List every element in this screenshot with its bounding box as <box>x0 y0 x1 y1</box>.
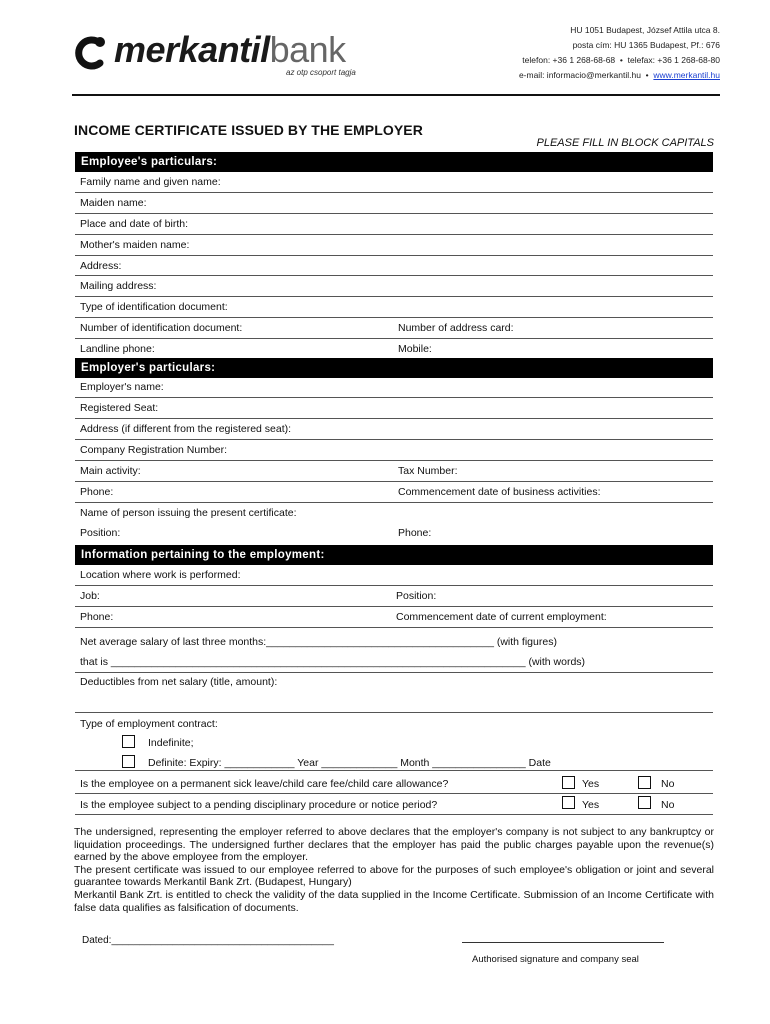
logo-wordmark <box>114 30 346 70</box>
net-salary-label: Net average salary of last three months:_______________________________________ (with figures) <box>80 636 557 648</box>
net-salary-field[interactable] <box>75 628 713 653</box>
deductibles-label: Deductibles from net salary (title, amount): <box>80 676 278 688</box>
id-type-label: Type of identification document: <box>80 301 228 313</box>
disciplinary-no-checkbox[interactable] <box>638 796 651 809</box>
job-position-row[interactable] <box>75 586 713 607</box>
disciplinary-question: Is the employee subject to a pending disciplinary procedure or notice period? <box>80 799 438 811</box>
employer-section <box>75 358 713 544</box>
disciplinary-yes-label: Yes <box>582 799 600 811</box>
birth-label: Place and date of birth: <box>80 218 188 230</box>
employee-section-heading: Employee's particulars: <box>75 152 713 172</box>
mother-maiden-name-label: Mother's maiden name: <box>80 239 190 251</box>
registered-seat-label: Registered Seat: <box>80 402 159 414</box>
landline-label: Landline phone: <box>80 343 155 355</box>
address-card-label: Number of address card: <box>398 322 514 334</box>
block-capitals-instruction: PLEASE FILL IN BLOCK CAPITALS <box>536 137 714 149</box>
disciplinary-divider <box>75 814 713 815</box>
employer-address-field[interactable] <box>75 419 713 440</box>
registered-seat-field[interactable] <box>75 398 713 419</box>
sick-leave-yes-label: Yes <box>582 778 600 790</box>
sick-leave-yes-checkbox[interactable] <box>562 776 575 789</box>
issuer-phone-label: Phone: <box>398 527 432 539</box>
employer-name-field[interactable] <box>75 378 713 398</box>
indefinite-label: Indefinite; <box>148 737 194 749</box>
contact-email: e-mail: informacio@merkantil.hu <box>518 70 641 80</box>
sick-leave-no-checkbox[interactable] <box>638 776 651 789</box>
contact-address: HU 1051 Budapest, József Attila utca 8. <box>570 25 720 35</box>
company-registration-label: Company Registration Number: <box>80 444 228 456</box>
logo-wordmark-light: bank <box>269 29 346 70</box>
sick-leave-divider <box>75 793 713 794</box>
dated-field[interactable]: Dated:________________________________________ <box>82 935 334 946</box>
family-name-label: Family name and given name: <box>80 176 221 188</box>
header-divider <box>72 94 720 96</box>
employer-phone-label: Phone: <box>80 486 114 498</box>
work-location-field[interactable] <box>75 565 713 586</box>
website-link[interactable]: www.merkantil.hu <box>653 70 720 80</box>
id-number-row[interactable] <box>75 318 713 339</box>
job-position-label: Position: <box>396 590 437 602</box>
employment-phone-label: Phone: <box>80 611 114 623</box>
salary-words-field[interactable] <box>75 653 713 673</box>
logo-tagline: az otp csoport tagja <box>286 68 356 77</box>
employment-commencement-label: Commencement date of current employment: <box>396 611 607 623</box>
address-label: Address: <box>80 260 122 272</box>
birth-field[interactable] <box>75 214 713 235</box>
work-location-label: Location where work is performed: <box>80 569 241 581</box>
issuer-name-label: Name of person issuing the present certificate: <box>80 507 297 519</box>
mobile-label: Mobile: <box>398 343 432 355</box>
form-title: INCOME CERTIFICATE ISSUED BY THE EMPLOYER <box>74 122 423 138</box>
mailing-address-field[interactable] <box>75 276 713 297</box>
id-type-field[interactable] <box>75 297 713 318</box>
contact-block <box>519 23 720 83</box>
maiden-name-field[interactable] <box>75 193 713 214</box>
contact-phone: telefon: +36 1 268-68-68 <box>522 55 616 65</box>
employer-address-label: Address (if different from the registered seat): <box>80 423 292 435</box>
deductibles-field[interactable] <box>75 673 713 713</box>
employment-section <box>75 545 713 713</box>
job-label: Job: <box>80 590 100 602</box>
employment-phone-row[interactable] <box>75 607 713 628</box>
sick-leave-question: Is the employee on a permanent sick leave/child care fee/child care allowance? <box>80 778 449 790</box>
issuer-name-field[interactable] <box>75 503 713 524</box>
tax-number-label: Tax Number: <box>398 465 458 477</box>
declaration-paragraph: Merkantil Bank Zrt. is entitled to check the validity of the data supplied in the Income Certificate. Submission of an Income Certificate with false data qualifies as falsification of documents. <box>74 888 714 914</box>
disciplinary-yes-checkbox[interactable] <box>562 796 575 809</box>
contract-divider <box>75 770 713 771</box>
merkantil-bank-logo <box>70 29 380 80</box>
contract-type-label: Type of employment contract: <box>80 718 218 730</box>
company-registration-field[interactable] <box>75 440 713 461</box>
sick-leave-no-label: No <box>661 778 675 790</box>
disciplinary-no-label: No <box>661 799 675 811</box>
signature-line[interactable] <box>462 942 664 943</box>
employer-phone-row[interactable] <box>75 482 713 503</box>
contact-postal: posta cím: HU 1365 Budapest, Pf.: 676 <box>572 40 720 50</box>
employer-section-heading: Employer's particulars: <box>75 358 713 378</box>
signature-label: Authorised signature and company seal <box>472 954 639 965</box>
family-name-field[interactable] <box>75 172 713 193</box>
main-activity-label: Main activity: <box>80 465 141 477</box>
employer-name-label: Employer's name: <box>80 381 164 393</box>
issuer-position-label: Position: <box>80 527 121 539</box>
contact-fax: telefax: +36 1 268-68-80 <box>627 55 720 65</box>
phone-row[interactable] <box>75 339 713 359</box>
definite-label: Definite: Expiry: ____________ Year _____________ Month ________________ Date <box>148 757 551 769</box>
employee-section <box>75 152 713 359</box>
issuer-position-row[interactable] <box>75 524 713 544</box>
declaration-paragraph: The undersigned, representing the employer referred to above declares that the employer's company is not subject to any bankruptcy or liquidation proceedings. The undersigned further declares that the employer has paid the public charges payable upon the revenue(s) earned by the above employee from the employer. <box>74 826 714 864</box>
declaration-text <box>74 826 714 914</box>
id-number-label: Number of identification document: <box>80 322 243 334</box>
address-field[interactable] <box>75 256 713 276</box>
maiden-name-label: Maiden name: <box>80 197 147 209</box>
indefinite-checkbox[interactable] <box>122 735 135 748</box>
contact-phone-fax: telefon: +36 1 268-68-68 • telefax: +36 1 268-68-80 <box>522 55 720 65</box>
declaration-paragraph: The present certificate was issued to our employee referred to above for the purposes of such employee's obligation or joint and several guarantee towards Merkantil Bank Zrt. (Budapest, Hungary) <box>74 863 714 889</box>
salary-words-label: that is _______________________________________________________________________ (with words) <box>80 656 586 668</box>
contact-email-web: e-mail: informacio@merkantil.hu • www.merkantil.hu <box>518 70 720 80</box>
definite-checkbox[interactable] <box>122 755 135 768</box>
employment-section-heading: Information pertaining to the employment: <box>75 545 713 565</box>
activity-tax-row[interactable] <box>75 461 713 482</box>
mailing-address-label: Mailing address: <box>80 280 157 292</box>
business-commencement-label: Commencement date of business activities: <box>398 486 601 498</box>
logo-wordmark-bold: merkantil <box>114 29 270 70</box>
mother-maiden-name-field[interactable] <box>75 235 713 256</box>
merkantil-logo-icon <box>70 34 108 72</box>
